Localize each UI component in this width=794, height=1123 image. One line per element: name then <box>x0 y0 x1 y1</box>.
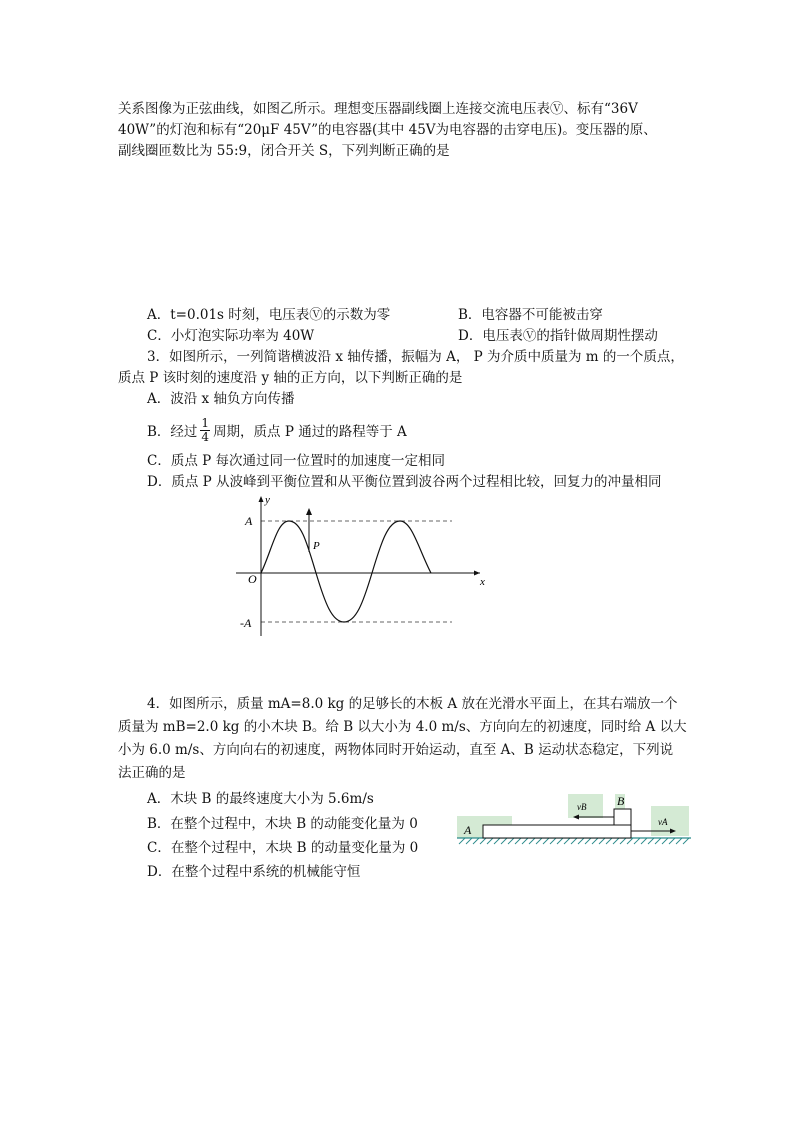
q2-option-d: D．电压表Ⓥ的指针做周期性摆动 <box>458 328 658 344</box>
q4-option-b: B．在整个过程中，木块 B 的动能变化量为 0 <box>147 816 418 832</box>
q3-option-b-suffix: 周期，质点 P 通过的路程等于 A <box>213 424 407 440</box>
intro-line-3: 副线圈匝数比为 55:9，闭合开关 S，下列判断正确的是 <box>118 143 450 159</box>
q3-option-b <box>147 416 407 446</box>
board-a <box>483 825 631 838</box>
q4-stem-line-1: 4．如图所示，质量 mA=8.0 kg 的足够长的木板 A 放在光滑水平面上，在其右端放一个 <box>147 696 678 712</box>
label-block-b: B <box>617 794 625 808</box>
q3-option-d: D．质点 P 从波峰到平衡位置和从平衡位置到波谷两个过程相比较，回复力的冲量相同 <box>147 474 662 490</box>
label-P: P <box>313 540 320 552</box>
q4-option-a: A．木块 B 的最终速度大小为 5.6m/s <box>147 791 374 807</box>
q3-stem-line-1: 3．如图所示，一列简谐横波沿 x 轴传播，振幅为 A， P 为介质中质量为 m 的一个质点， <box>147 349 684 365</box>
q3-fraction <box>200 417 210 444</box>
q3-fraction-denominator: 4 <box>201 430 210 444</box>
q3-option-c: C．质点 P 每次通过同一位置时的加速度一定相同 <box>147 453 445 469</box>
q3-option-a: A．波沿 x 轴负方向传播 <box>147 391 295 407</box>
q4-stem-line-4: 法正确的是 <box>118 765 186 781</box>
label-x: x <box>480 576 485 588</box>
intro-line-2: 40W”的灯泡和标有“20μF 45V”的电容器(其中 45V为电容器的击穿电压)。变压器的原、 <box>118 122 657 138</box>
block-b <box>614 809 631 825</box>
q2-option-b: B．电容器不可能被击穿 <box>458 307 603 323</box>
q3-stem-line-2: 质点 P 该时刻的速度沿 y 轴的正方向，以下判断正确的是 <box>118 370 463 386</box>
label-board-a: A <box>464 823 472 837</box>
q3-option-b-prefix: B．经过 <box>147 424 198 440</box>
p-arrow-head-icon <box>306 508 312 515</box>
q3-wave-figure <box>230 490 500 640</box>
q2-option-a: A．t=0.01s 时刻，电压表Ⓥ的示数为零 <box>147 307 391 323</box>
label-vb: vB <box>577 802 587 812</box>
q4-board-figure <box>455 788 695 850</box>
label-va: vA <box>658 817 668 827</box>
q2-option-c: C．小灯泡实际功率为 40W <box>147 328 315 344</box>
label-O: O <box>248 572 257 586</box>
label-y: y <box>265 494 270 506</box>
q4-stem-line-2: 质量为 mB=2.0 kg 的小木块 B。给 B 以大小为 4.0 m/s、方向向左的初速度，同时给 A 以大 <box>118 719 687 735</box>
wave-curve <box>261 521 431 622</box>
q4-option-c: C．在整个过程中，木块 B 的动量变化量为 0 <box>147 840 419 856</box>
intro-line-1: 关系图像为正弦曲线，如图乙所示。理想变压器副线圈上连接交流电压表Ⓥ、标有“36V <box>118 101 638 117</box>
x-axis-arrow-icon <box>474 571 480 576</box>
q4-stem-line-3: 小为 6.0 m/s、方向向右的初速度，两物体同时开始运动，直至 A、B 运动状态稳定，下列说 <box>118 742 674 758</box>
y-axis-arrow-icon <box>259 496 264 502</box>
q3-fraction-numerator: 1 <box>201 416 210 430</box>
q4-option-d: D．在整个过程中系统的机械能守恒 <box>147 864 361 880</box>
ground-hatching <box>457 838 691 844</box>
label-A: A <box>245 514 253 528</box>
label-neg-A: -A <box>240 616 252 630</box>
